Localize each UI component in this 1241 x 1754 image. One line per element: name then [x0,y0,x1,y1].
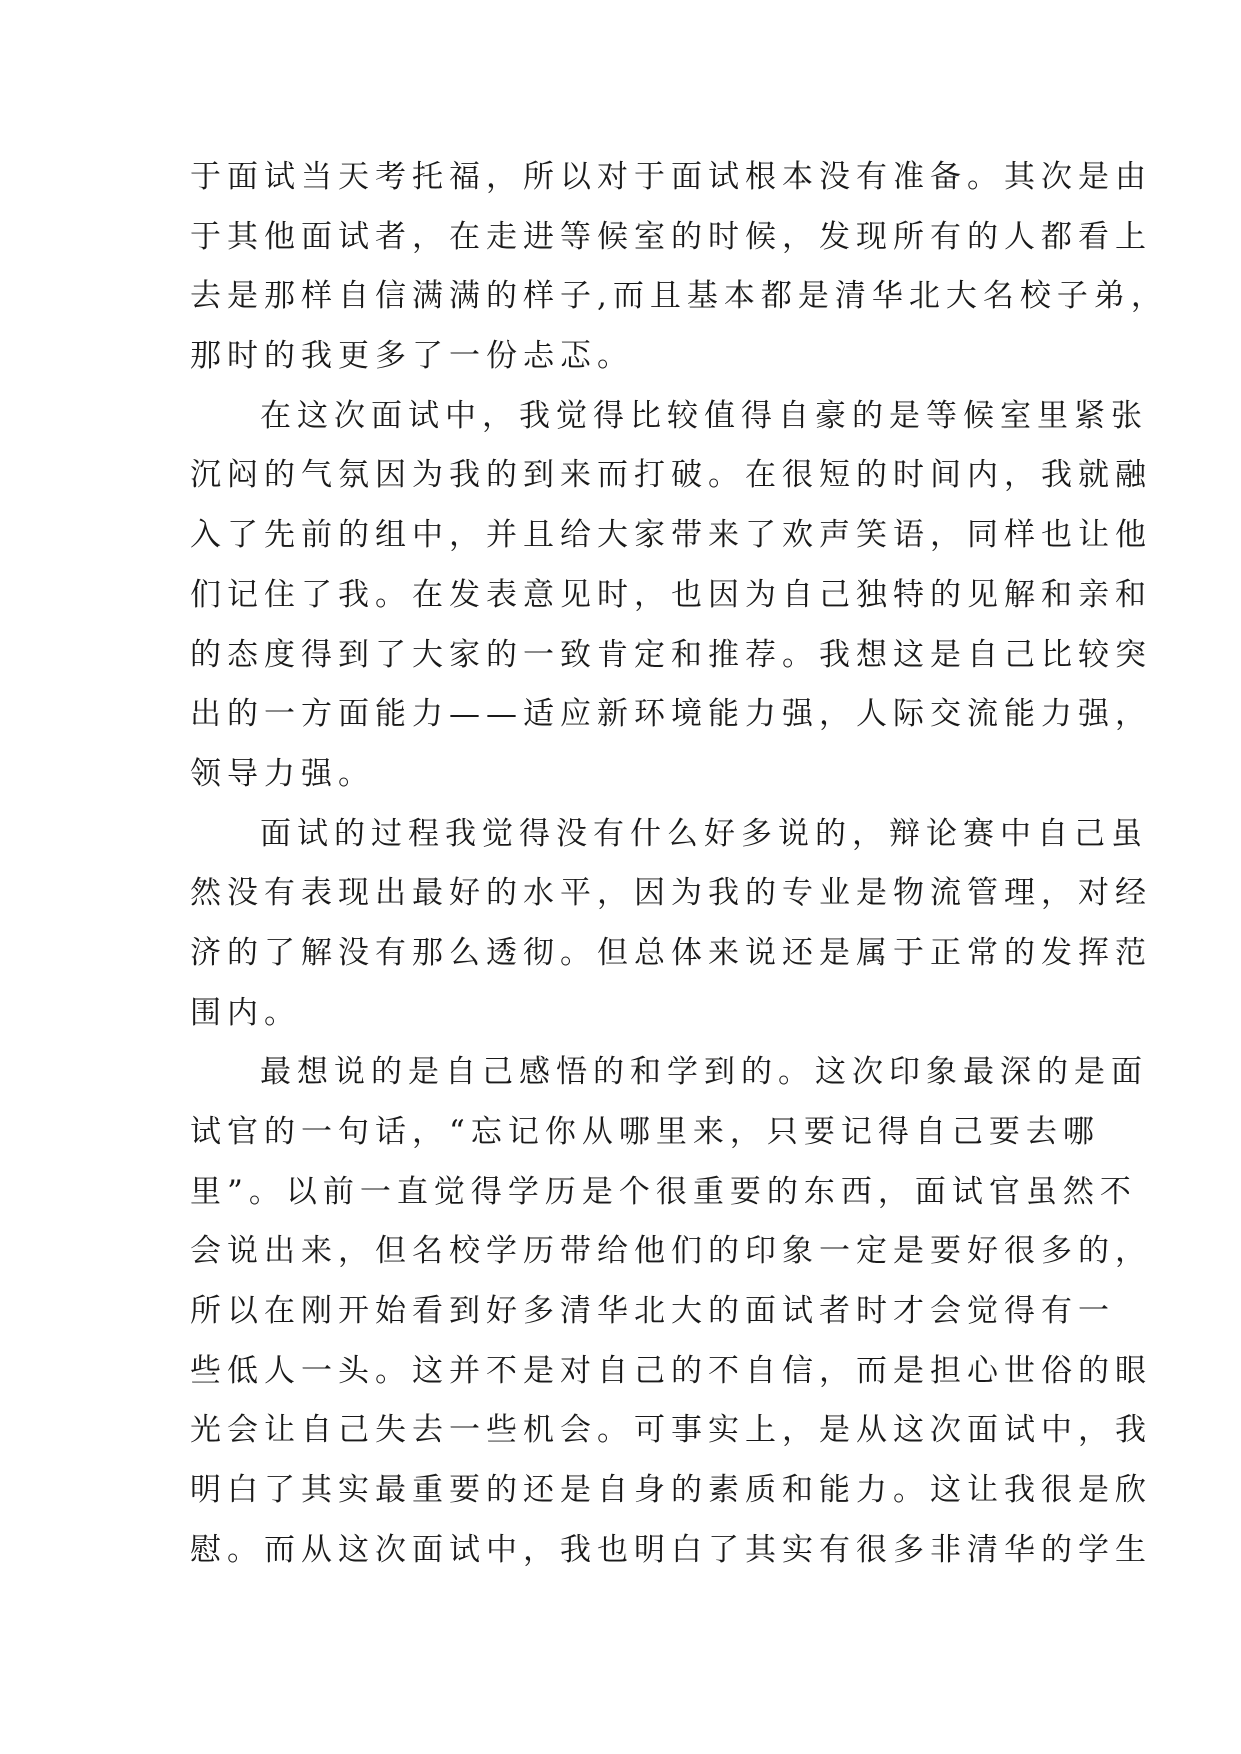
document-body [190,148,1168,1581]
paragraph-4-line-3: 里”。以前一直觉得学历是个很重要的东西，面试官虽然不 [190,1173,1137,1210]
paragraph-4-line-5: 所以在刚开始看到好多清华北大的面试者时才会觉得有一 [190,1293,1115,1330]
paragraph-2-line-4: 们记住了我。在发表意见时，也因为自己独特的见解和亲和 [190,576,1152,613]
paragraph-4-line-9: 慰。而从这次面试中，我也明白了其实有很多非清华的学生 [190,1531,1152,1568]
paragraph-1-line-2: 于其他面试者，在走进等候室的时候，发现所有的人都看上 [190,218,1152,255]
paragraph-1-line-1: 于面试当天考托福，所以对于面试根本没有准备。其次是由 [190,159,1152,195]
paragraph-3-line-3: 济的了解没有那么透彻。但总体来说还是属于正常的发挥范 [190,934,1152,971]
paragraph-4-line-4: 会说出来，但名校学历带给他们的印象一定是要好很多的， [190,1233,1152,1270]
paragraph-2-line-3: 入了先前的组中，并且给大家带来了欢声笑语，同样也让他 [190,517,1152,554]
paragraph-2-line-6: 出的一方面能力——适应新环境能力强，人际交流能力强， [190,696,1152,733]
paragraph-3-line-4: 围内。 [190,994,301,1031]
paragraph-2-line-5: 的态度得到了大家的一致肯定和推荐。我想这是自己比较突 [190,636,1152,673]
paragraph-3-line-2: 然没有表现出最好的水平，因为我的专业是物流管理，对经 [190,875,1152,912]
paragraph-2-line-1: 在这次面试中，我觉得比较值得自豪的是等候室里紧张 [260,397,1148,434]
paragraph-4-line-6: 些低人一头。这并不是对自己的不自信，而是担心世俗的眼 [190,1352,1152,1389]
paragraph-2-line-2: 沉闷的气氛因为我的到来而打破。在很短的时间内，我就融 [190,457,1152,494]
paragraph-4-line-8: 明白了其实最重要的还是自身的素质和能力。这让我很是欣 [190,1472,1152,1509]
paragraph-4-line-7: 光会让自己失去一些机会。可事实上，是从这次面试中，我 [190,1412,1152,1449]
paragraph-1-line-3: 去是那样自信满满的样子,而且基本都是清华北大名校子弟， [190,278,1168,315]
paragraph-2-line-7: 领导力强。 [190,755,375,792]
paragraph-3-line-1: 面试的过程我觉得没有什么好多说的，辩论赛中自己虽 [260,815,1148,852]
paragraph-4-line-2: 试官的一句话，“忘记你从哪里来，只要记得自己要去哪 [190,1114,1100,1150]
paragraph-1-line-4: 那时的我更多了一份忐忑。 [190,338,634,375]
paragraph-4-line-1: 最想说的是自己感悟的和学到的。这次印象最深的是面 [260,1054,1148,1091]
